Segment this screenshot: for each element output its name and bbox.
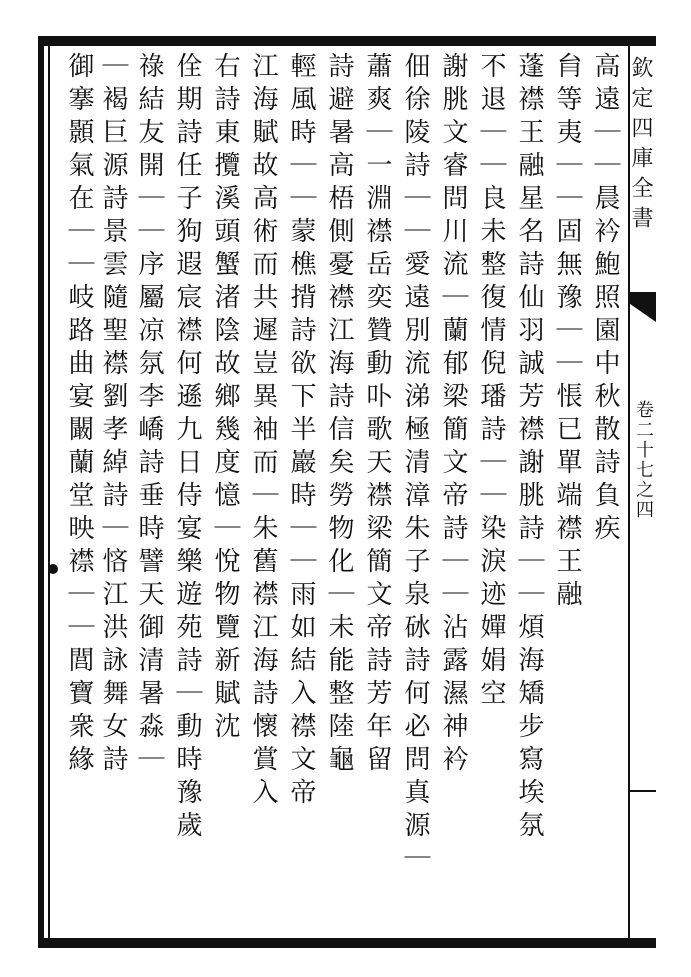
column-text: 佺期詩任子狗遐宸襟何遜九日侍宴樂遊苑詩｜動時豫歲 bbox=[172, 52, 202, 844]
column-text: 蓬襟王融星名詩仙羽誠芳襟謝朓詩｜｜煩海矯步寫埃氛 bbox=[514, 52, 544, 844]
column-text: 高遠｜｜晨衿鮑照園中秋散詩負疾 bbox=[590, 52, 620, 547]
frame-border-left-inner bbox=[48, 46, 50, 938]
column-text: 右詩東攬溪頭蟹渚陰故鄉幾度憶｜悅物覽新賦沈 bbox=[210, 52, 240, 745]
banxin-lower-mark bbox=[630, 790, 656, 792]
banxin-volume: 卷二十七之四 bbox=[633, 400, 654, 520]
banxin-title: 欽定四庫全書 bbox=[628, 56, 653, 236]
column-text: 䏍等夷｜｜固無豫｜｜悵已單端襟王融 bbox=[552, 52, 582, 613]
column-text: 詩避暑高梧側憂襟江海詩信矣勞物化｜未能整陸龜 bbox=[324, 52, 354, 778]
column-text: 佃徐陵詩｜｜愛遠別流涕極清漳朱子泉砅詩何必問真源｜ bbox=[400, 52, 430, 877]
column-text: 蕭爽｜一淵襟岳奕贊動卟歌天襟梁簡文帝詩芳年留 bbox=[362, 52, 392, 778]
column-text: 祿結友開｜｜序屬凉氛李嶠詩垂時譬天御清暑淼｜ bbox=[134, 52, 164, 778]
frame-border-top bbox=[38, 36, 656, 46]
column-text: ｜褐巨源詩景雲隨聖襟劉孝綽詩｜悋江洪詠舞女詩 bbox=[98, 52, 128, 778]
column-text: 江海賦故高術而共遲豈異袖而｜朱舊襟江海詩懷賞入 bbox=[248, 52, 278, 811]
column-text: 御搴顥氣在｜｜岐路曲宴闞蘭堂映襟｜｜閭寶衆緣 bbox=[64, 52, 94, 778]
frame-border-left bbox=[38, 36, 44, 948]
column-text: 謝朓文睿問川流｜蘭郁梁簡文帝詩｜｜沾露濕神衿 bbox=[438, 52, 468, 778]
column-text: 輕風時｜｜蒙樵揹詩欲下半巖時｜｜雨如結入襟文帝 bbox=[286, 52, 316, 811]
frame-border-bottom bbox=[38, 938, 656, 948]
text-column-15 bbox=[54, 52, 104, 932]
column-text: 不退｜｜良未整復情倪璠詩｜｜染淚迹嬋娟空 bbox=[476, 52, 506, 712]
fishtail-mark bbox=[628, 292, 656, 322]
